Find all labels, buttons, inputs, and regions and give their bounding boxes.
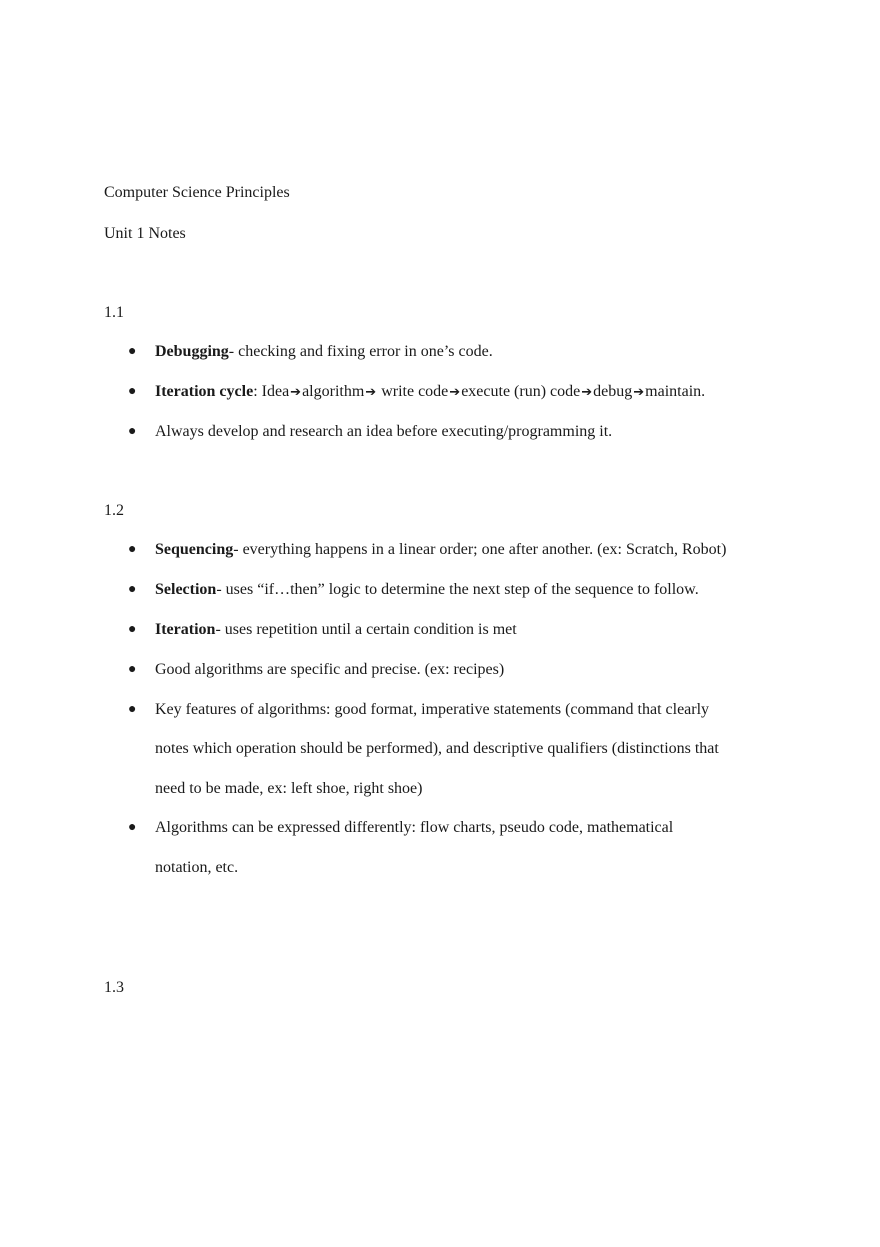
list-item-iteration [155,620,517,640]
bullet-icon: ● [128,424,137,439]
list-item-key-features-line-2: notes which operation should be performed), and descriptive qualifiers (distinctions that [155,740,719,757]
term-debugging: Debugging [155,343,229,360]
arrow-icon: ➔ [581,385,593,400]
unit-title: Unit 1 Notes [104,225,186,242]
list-item-selection [155,580,699,600]
bullet-icon: ● [128,622,137,637]
bullet-icon: ● [128,582,137,597]
list-item-good-algorithms: Good algorithms are specific and precise. (ex: recipes) [155,661,505,678]
list-item-key-features-line-1: Key features of algorithms: good format, imperative statements (command that clearly [155,701,710,718]
term-sequencing: Sequencing [155,541,234,558]
definition-debugging: - checking and fixing error in one’s code. [228,343,493,360]
list-item-expression-line-2: notation, etc. [155,859,239,876]
bullet-icon: ● [128,702,137,717]
iteration-cycle-prefix: : Idea [253,383,290,400]
arrow-icon: ➔ [449,385,461,400]
list-item-key-features-line-3: need to be made, ex: left shoe, right shoe) [155,780,423,797]
arrow-icon: ➔ [365,385,377,400]
term-iteration: Iteration [155,621,216,638]
bullet-icon: ● [128,662,137,677]
section-number-1-3: 1.3 [104,979,124,996]
cycle-step: algorithm [302,383,365,400]
list-item-expression-line-1: Algorithms can be expressed differently: flow charts, pseudo code, mathematical [155,819,674,836]
cycle-step: execute (run) code [461,383,581,400]
definition-selection: - uses “if…then” logic to determine the next step of the sequence to follow. [216,581,699,598]
term-selection: Selection [155,581,217,598]
course-title: Computer Science Principles [104,184,290,201]
definition-sequencing: - everything happens in a linear order; one after another. (ex: Scratch, Robot) [233,541,727,558]
cycle-step: maintain. [645,383,706,400]
term-iteration-cycle: Iteration cycle [155,383,254,400]
bullet-icon: ● [128,542,137,557]
arrow-icon: ➔ [633,385,645,400]
list-item-iteration-cycle [155,382,705,403]
bullet-icon: ● [128,820,137,835]
list-item-develop-research: Always develop and research an idea before executing/programming it. [155,423,613,440]
cycle-step: write code [377,383,449,400]
bullet-icon: ● [128,384,137,399]
list-item-debugging [155,342,493,362]
bullet-icon: ● [128,344,137,359]
arrow-icon: ➔ [290,385,302,400]
section-number-1-1: 1.1 [104,304,124,321]
section-number-1-2: 1.2 [104,502,124,519]
cycle-step: debug [593,383,633,400]
definition-iteration: - uses repetition until a certain condition is met [215,621,517,638]
list-item-sequencing [155,540,726,560]
